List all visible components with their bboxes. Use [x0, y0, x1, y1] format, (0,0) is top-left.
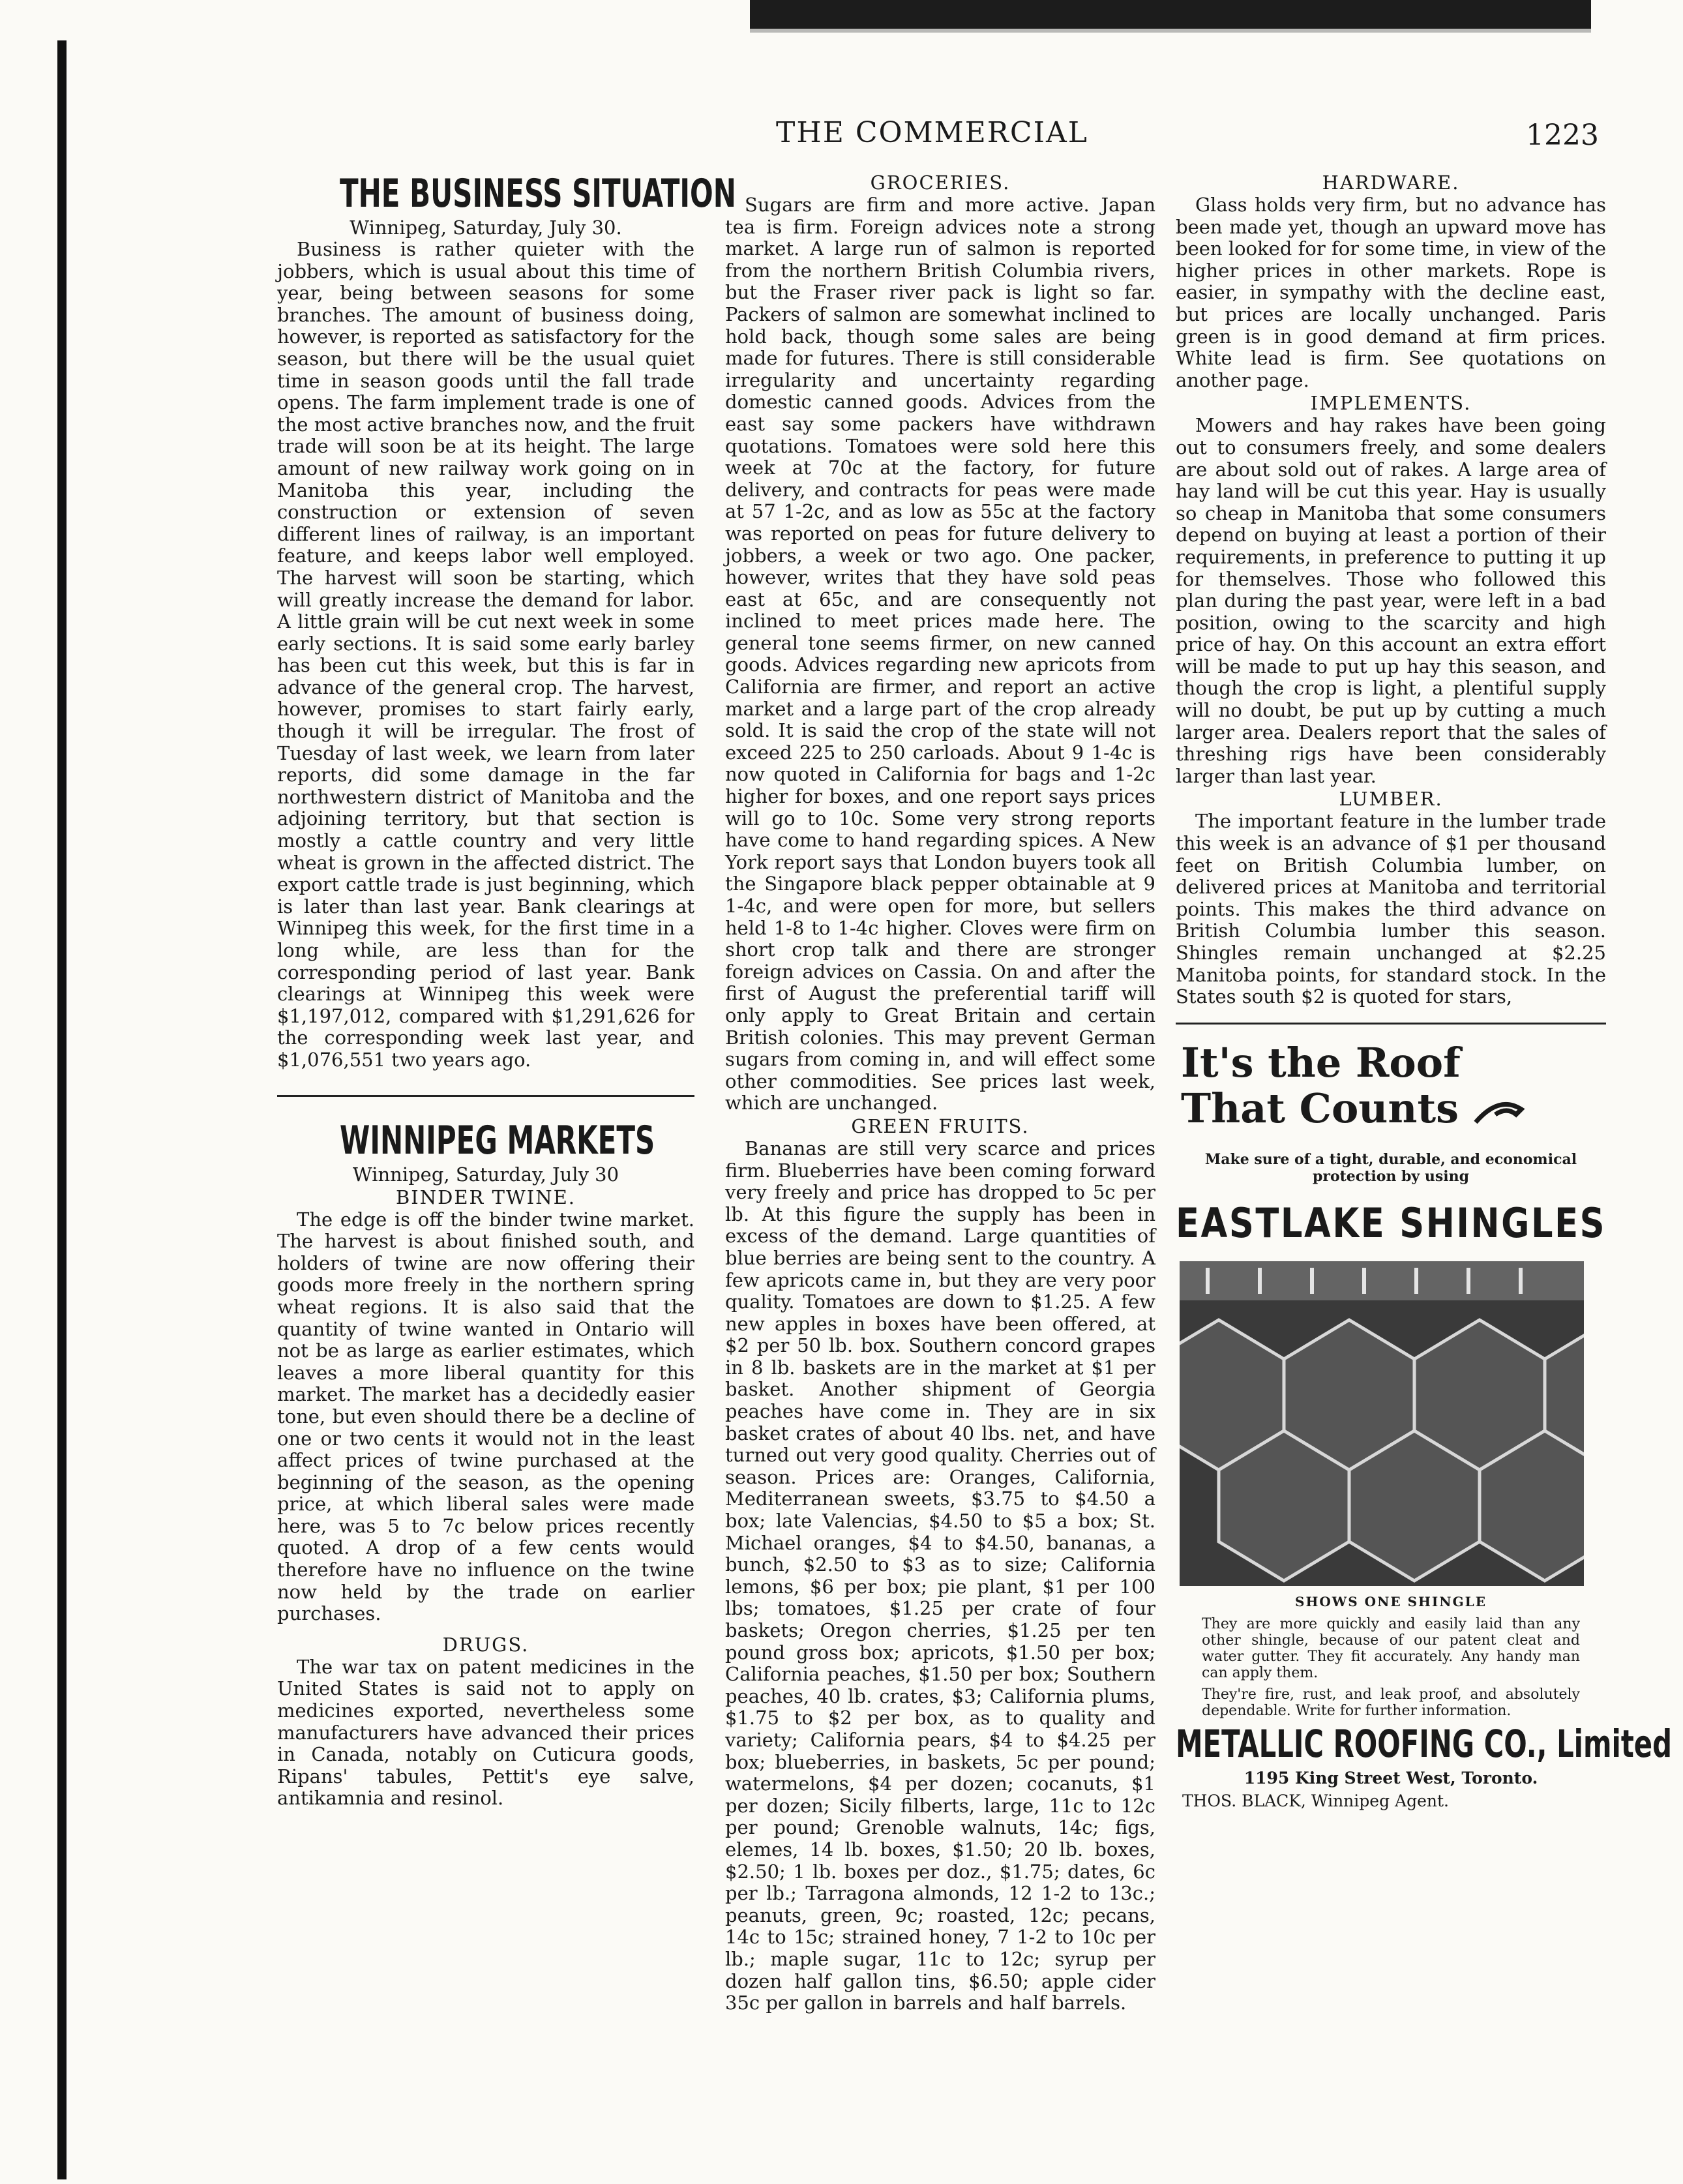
groceries-heading: GROCERIES. — [870, 172, 1011, 194]
ad-title-line2: That Counts — [1181, 1084, 1459, 1132]
ad-title-line1: It's the Roof — [1181, 1038, 1461, 1086]
ad-copy-durability: They're fire, rust, and leak proof, and absolutely dependable. Write for further information. — [1202, 1686, 1580, 1719]
page-binding-edge — [57, 40, 67, 2179]
ad-image-caption: SHOWS ONE SHINGLE — [1295, 1593, 1487, 1609]
implements-heading: IMPLEMENTS. — [1310, 392, 1472, 415]
ad-tagline: Make sure of a tight, durable, and economical protection by using — [1204, 1150, 1577, 1185]
eastlake-advertisement — [1176, 1038, 1673, 1810]
green-fruits-heading: GREEN FRUITS. — [851, 1114, 1030, 1137]
column-3 — [1176, 171, 1673, 1810]
lumber-body: The important feature in the lumber trade this week is an advance of $1 per thousand feet on British Columbia lumber, on delivered prices at Manitoba and territorial points. This makes the third advance on British Columbia lumber this season. Shingles remain unchanged at $2.25 Manitoba points, for standard stock. In the States south $2 is quoted for stars, — [1176, 810, 1606, 1008]
hardware-body: Glass holds very firm, but no advance has been made yet, though an upward move has been looked for for some time, in view of the higher prices in other markets. Rope is easier, in sympathy with the decline east, but prices are locally unchanged. Paris green is in good demand at firm prices. White lead is firm. See quotations on another page. — [1176, 194, 1606, 391]
ad-title-line2-row — [1181, 1085, 1606, 1133]
implements-body: Mowers and hay rakes have been going out to consumers freely, and some dealers are about sold out of rakes. A large area of hay land will be cut this year. Hay is usually so cheap in Manitoba that some consumers depend on buying at least a portion of their requirements, in preference to putting it up for themselves. Those who followed this plan during the past year, were left in a bad position, owing to the scarcity and high price of hay. On this account an extra effort will be made to put up hay this season, and though the crop is light, a plentiful supply will no doubt, be put up by cutting a much larger area. Dealers report that the sales of threshing rigs have been considerably larger than last year. — [1176, 414, 1606, 787]
ad-company: METALLIC ROOFING CO., Limited — [1176, 1721, 1673, 1766]
column-2 — [725, 171, 1155, 2014]
scan-top-edge — [750, 0, 1591, 29]
hardware-heading: HARDWARE. — [1322, 172, 1460, 194]
ad-agent: THOS. BLACK, Winnipeg Agent. — [1182, 1791, 1449, 1810]
business-situation-body: Business is rather quieter with the jobbers, which is usual about this time of year, being between seasons for some branches. The amount of business doing, however, is reported as satisfactory for the season, but there will be the usual quiet time in season goods until the fall trade opens. The farm implement trade is one of the most active branches now, and the fruit trade will soon be at its height. The large amount of new railway work going on in Manitoba this year, including the construction or extension of seven different lines of railway, is an important feature, and keeps labor well employed. The harvest will soon be starting, which will greatly increase the demand for labor. A little grain will be cut next week in some early sections. It is said some early barley has been cut this week, but this is far in advance of the general crop. The harvest, however, promises to start fairly early, though it will be irregular. The frost of Tuesday of last week, we learn from later reports, did some damage in the far northwestern district of Manitoba and the adjoining territory, but that section is mostly a cattle country and very little wheat is grown in the affected district. The export cattle trade is just beginning, which is later than last year. Bank clearings at Winnipeg this week, for the first time in a long while, are less than for the corresponding period of last year. Bank clearings at Winnipeg this week were $1,197,012, compared with $1,291,626 for the corresponding week last year, and $1,076,551 two years ago. — [277, 238, 694, 1071]
green-fruits-body: Bananas are still very scarce and prices firm. Blueberries have been coming forward very freely and price has dropped to 5c per lb. At this figure the supply has been in excess of the demand. Large quantities of blue berries are being sent to the country. A few apricots came in, but they are very poor quality. Tomatoes are down to $1.25. A few new apples in boxes have been offered, at $2 per 50 lb. box. Southern concord grapes in 8 lb. baskets are in the market at $1 per basket. Another shipment of Georgia peaches have come in. They are in six basket crates of about 40 lbs. net, and have turned out very good quality. Cherries out of season. Prices are: Oranges, California, Mediterranean sweets, $3.75 to $4.50 a box; late Valencias, $4.50 to $5 a box; St. Michael oranges, $4 to $4.50, bananas, a bunch, $2.50 to $3 as to size; California lemons, $6 per box; pie plant, $1 per 100 lbs; tomatoes, $1.25 per crate of four baskets; Oregon cherries, $1.25 per ten pound gross box; apricots, $1.50 per box; California peaches, $1.50 per box; Southern peaches, 40 lb. crates, $3; California plums, $1.75 to $2 per box, as to quality and variety; California pears, $4 to $4.25 per box; blueberries, in baskets, 5c per pound; watermelons, $4 per dozen; cocanuts, $1 per dozen; Sicily filberts, large, 11c to 12c per pound; Grenoble walnuts, 14c; figs, elemes, 14 lb. boxes, $1.50; 20 lb. boxes, $2.50; 1 lb. boxes per doz., $1.75; dates, 6c per lb.; Tarragona almonds, 12 1-2 to 13c.; peanuts, green, 9c; roasted, 12c; pecans, 14c to 15c; strained honey, 7 1-2 to 10c per lb.; maple sugar, 11c to 12c; syrup per dozen half gallon tins, $6.50; apple cider 35c per gallon in barrels and half barrels. — [725, 1137, 1155, 2014]
advertisement-divider — [1176, 1023, 1606, 1025]
drugs-body: The war tax on patent medicines in the United States is said not to apply on medicines exported, nevertheless some manufacturers have advanced their prices in Canada, notably on Cuticura goods, Ripans' tabules, Pettit's eye salve, antikamnia and resinol. — [277, 1655, 694, 1810]
ad-brand: EASTLAKE SHINGLES — [1176, 1199, 1607, 1247]
ad-copy-install: They are more quickly and easily laid than any other shingle, because of our patent cleat and water gutter. They fit accurately. Any handy man can apply them. — [1202, 1615, 1580, 1681]
column-divider — [277, 1095, 694, 1097]
shingle-pattern-image — [1180, 1261, 1584, 1586]
scan-top-edge-shadow — [750, 29, 1591, 33]
binder-twine-heading: BINDER TWINE. — [396, 1186, 576, 1208]
shingle-illustration — [1180, 1261, 1584, 1586]
publication-title: THE COMMERCIAL — [776, 116, 1088, 149]
business-situation-dateline: Winnipeg, Saturday, July 30. — [350, 217, 622, 239]
lumber-heading: LUMBER. — [1339, 788, 1443, 811]
winnipeg-markets-dateline: Winnipeg, Saturday, July 30 — [352, 1163, 619, 1186]
business-situation-headline: THE BUSINESS SITUATION — [340, 171, 736, 217]
groceries-body: Sugars are firm and more active. Japan tea is firm. Foreign advices note a strong market. A large run of salmon is reported from the northern British Columbia rivers, but the Fraser river pack is light so far. Packers of salmon are somewhat inclined to hold back, though some sales are being made for futures. There is still considerable irregularity and uncertainty regarding domestic canned goods. Advices from the east say some packers have withdrawn quotations. Tomatoes were sold here this week at 70c at the factory, for future delivery, and contracts for peas were made at 57 1-2c, and as low as 55c at the factory was reported on peas for future delivery to jobbers, a week or two ago. One packer, however, writes that they have sold peas east at 65c, and are consequently not inclined to meet prices made here. The general tone seems firmer, on new canned goods. Advices regarding new apricots from California are firmer, and report an active market and a large part of the crop already sold. It is said the crop of the state will not exceed 225 to 250 carloads. About 9 1-4c is now quoted in California for bags and 1-2c higher for boxes, and one report says prices will go to 10c. Some very strong reports have come to hand regarding spices. A New York report says that London buyers took all the Singapore black pepper obtainable at 9 1-4c, and were open for more, but sellers held 1-8 to 1-4c higher. Cloves were firm on short crop talk and there are stronger foreign advices on Cassia. On and after the first of August the preferential tariff will only apply to Great Britain and certain British colonies. This may prevent German sugars from coming in, and will effect some other commodities. See prices last week, which are unchanged. — [725, 194, 1155, 1114]
winnipeg-markets-headline: WINNIPEG MARKETS — [340, 1117, 655, 1163]
page-number: 1223 — [1526, 119, 1599, 152]
binder-twine-body: The edge is off the binder twine market. The harvest is about finished south, and holders of twine are now offering their goods more freely in the northern spring wheat regions. It is also said that the quantity of twine wanted in Ontario will not be as large as earlier estimates, which leaves a more liberal quantity for this market. The market has a decidedly easier tone, but even should there be a decline of one or two cents it would not in the least affect prices of twine purchased at the beginning of the season, as the opening price, at which liberal sales were made here, was 5 to 7c below prices recently quoted. A drop of a few cents would therefore have no influence on the twine now held by the trade on earlier purchases. — [277, 1208, 694, 1625]
column-1 — [277, 171, 736, 1810]
curl-flourish-icon — [1473, 1098, 1525, 1126]
ad-address: 1195 King Street West, Toronto. — [1244, 1768, 1538, 1788]
drugs-heading: DRUGS. — [442, 1633, 529, 1656]
